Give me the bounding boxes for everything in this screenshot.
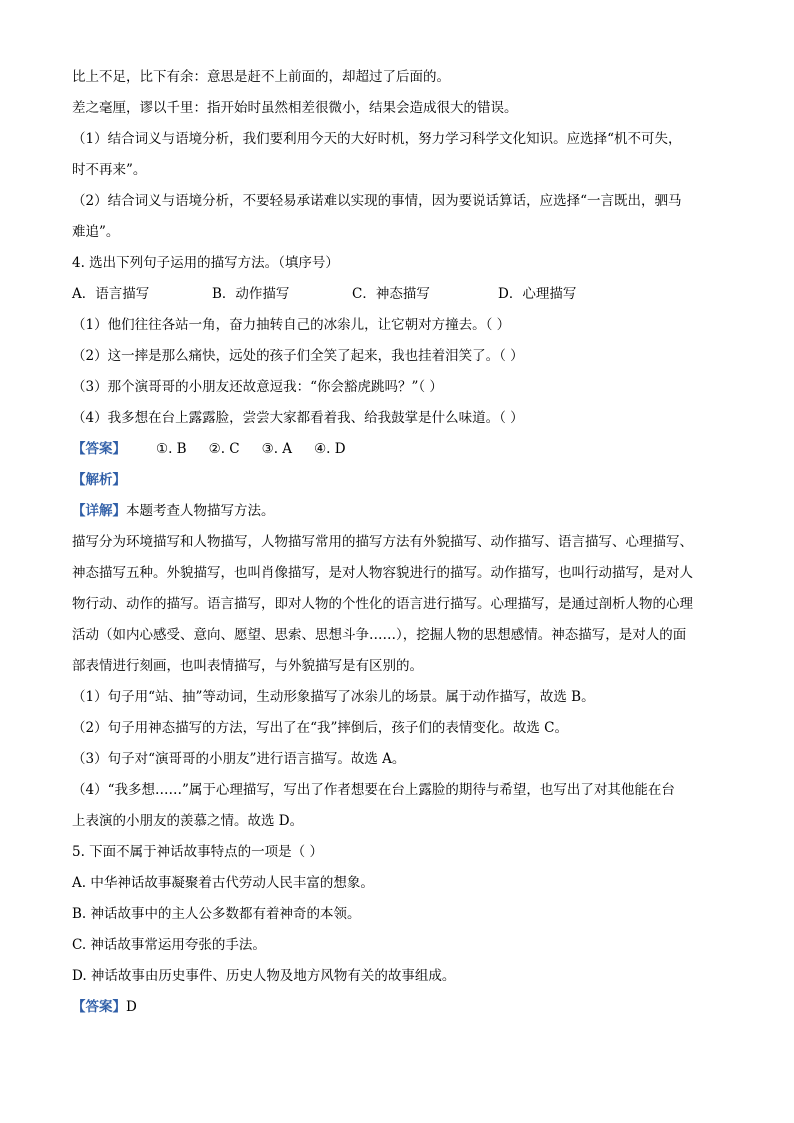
answer-item: ④. D [314,441,346,457]
question-4-stem: 4. 选出下列句子运用的描写方法。（填序号） [72,255,339,271]
detail-line: 描写分为环境描写和人物描写，人物描写常用的描写方法有外貌描写、动作描写、语言描写、心理描写、 [72,534,693,550]
option-c: C．神态描写 [352,286,430,302]
question-5-stem: 5. 下面不属于神话故事特点的一项是（ ） [72,844,323,860]
answer-tag: 【答案】 [72,441,126,457]
text-line: 时不再来”。 [72,162,147,178]
option-c: C. 神话故事常运用夸张的手法。 [72,937,266,953]
text-line: （1）结合词义与语境分析，我们要利用今天的大好时机，努力学习科学文化知识。应选择“机不可失， [72,131,682,147]
answer-item: ③. A [261,441,293,457]
detail-line: 活动（如内心感受、意向、愿望、思索、思想斗争……），挖掘人物的思想感情。神态描写，是对人的面 [72,627,687,643]
detail-line: （2）句子用神态描写的方法，写出了在“我”摔倒后，孩子们的表情变化。故选 C。 [72,720,569,736]
text-line: （2）结合词义与语境分析，不要轻易承诺难以实现的事情，因为要说话算话，应选择“一言既出，驷马 [72,193,682,209]
option-b: B．动作描写 [212,286,290,302]
detail-line: 部表情进行刻画，也叫表情描写，与外貌描写是有区别的。 [72,658,423,674]
text-line: 难追”。 [72,224,120,240]
document-page [72,62,732,1023]
question-item: （3）那个演哥哥的小朋友还故意逗我：“你会豁虎跳吗？”（ ） [72,379,443,395]
question-item: （1）他们往往各站一角，奋力抽转自己的冰尜儿，让它朝对方撞去。（ ） [72,317,511,333]
answer-item: ①. B [156,441,187,457]
detail-tag: 【详解】 [72,503,126,519]
option-a: A. 中华神话故事凝聚着古代劳动人民丰富的想象。 [72,875,374,891]
answer-item: ②. C [208,441,240,457]
detail-line: （3）句子对“演哥哥的小朋友”进行语言描写。故选 A。 [72,751,406,767]
detail-text: 本题考查人物描写方法。 [126,503,275,519]
answer-tag: 【答案】 [72,999,126,1015]
option-d: D．心理描写 [498,286,577,302]
detail-line [72,496,732,527]
analysis-tag: 【解析】 [72,472,126,488]
option-d: D. 神话故事由历史事件、历史人物及地方风物有关的故事组成。 [72,968,456,984]
answer-line [72,434,732,465]
question-item: （2）这一摔是那么痛快，远处的孩子们全笑了起来，我也挂着泪笑了。（ ） [72,348,524,364]
detail-line: 上表演的小朋友的羡慕之情。故选 D。 [72,813,304,829]
option-b: B. 神话故事中的主人公多数都有着神奇的本领。 [72,906,361,922]
text-line: 差之毫厘，谬以千里：指开始时虽然相差很微小，结果会造成很大的错误。 [72,100,518,116]
option-a: A．语言描写 [72,286,150,302]
answer-value: D [126,999,137,1015]
question-item: （4）我多想在台上露露脸，尝尝大家都看着我、给我鼓掌是什么味道。（ ） [72,410,524,426]
detail-line: （1）句子用“站、抽”等动词，生动形象描写了冰尜儿的场景。属于动作描写，故选 B。 [72,689,595,705]
analysis-line [72,465,732,496]
detail-line: 神态描写五种。外貌描写，也叫肖像描写，是对人物容貌进行的描写。动作描写，也叫行动描写，是对人 [72,565,693,581]
detail-line: 物行动、动作的描写。语言描写，即对人物的个性化的语言进行描写。心理描写，是通过剖析人物的心理 [72,596,693,612]
detail-line: （4）“我多想……”属于心理描写，写出了作者想要在台上露脸的期待与希望，也写出了对其他能在台 [72,782,675,798]
text-line: 比上不足，比下有余：意思是赶不上前面的，却超过了后面的。 [72,69,450,85]
answer-line [72,992,732,1023]
question-4-options [72,279,732,310]
